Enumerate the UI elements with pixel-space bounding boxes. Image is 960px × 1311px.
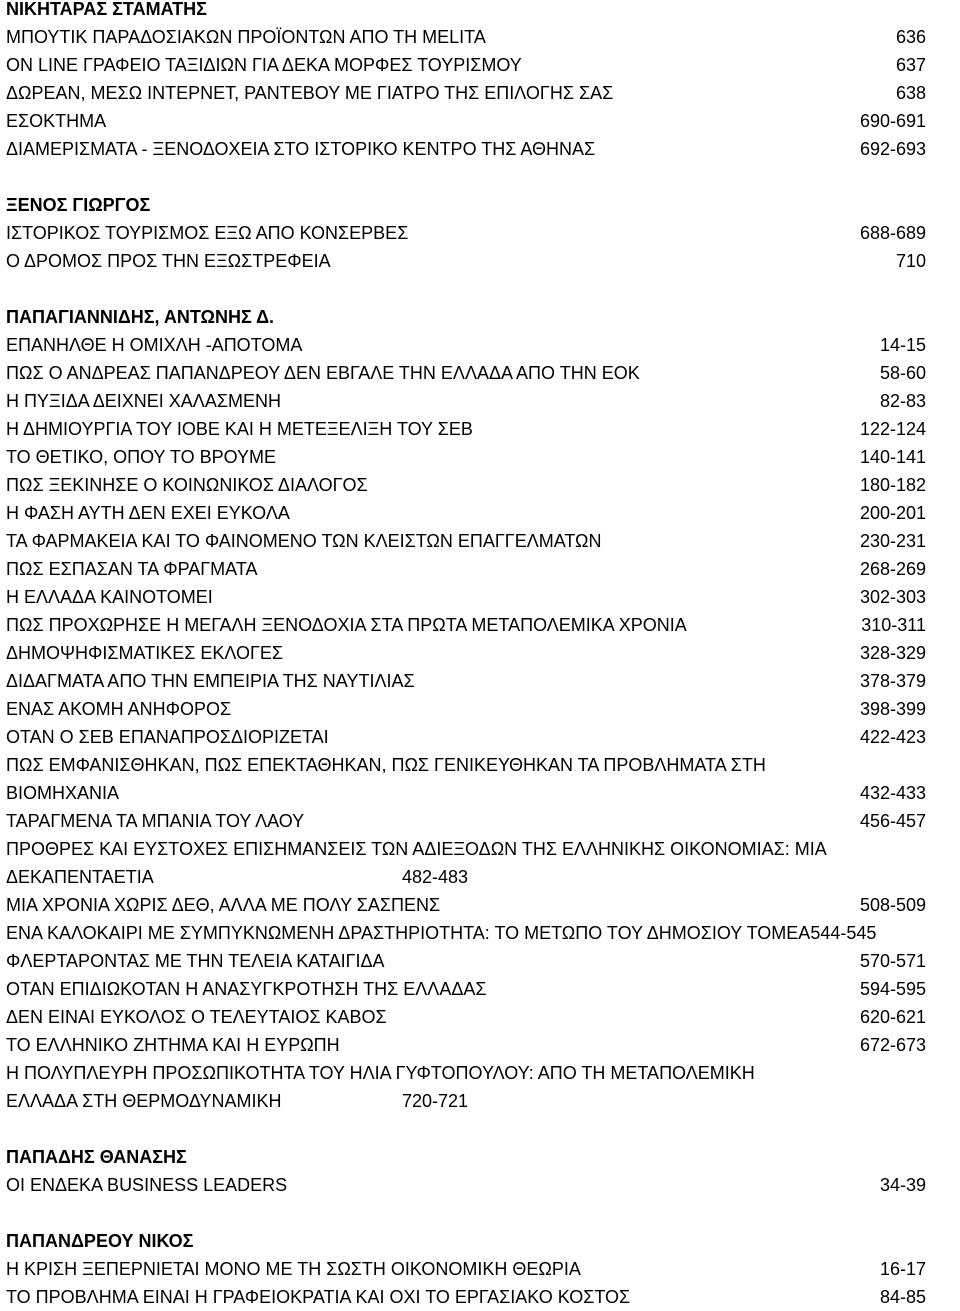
article-entry bbox=[6, 247, 926, 275]
article-pages: 692-693 bbox=[859, 139, 926, 159]
article-title-continued: ΔΕΚΑΠΕΝΤΑΕΤΙΑ bbox=[6, 867, 154, 887]
article-title: ΟΤΑΝ Ο ΣΕΒ ΕΠΑΝΑΠΡΟΣΔΙΟΡΙΖΕΤΑΙ bbox=[6, 727, 329, 747]
article-entry bbox=[6, 807, 926, 835]
article-pages: 690-691 bbox=[859, 111, 926, 131]
article-pages: 84-85 bbox=[879, 1287, 926, 1307]
article-title: ΔΙΑΜΕΡΙΣΜΑΤΑ - ΞΕΝΟΔΟΧΕΙΑ ΣΤΟ ΙΣΤΟΡΙΚΟ ΚΕΝΤΡΟ ΤΗΣ ΑΘΗΝΑΣ bbox=[6, 139, 596, 159]
article-entry bbox=[6, 527, 926, 555]
article-entry bbox=[6, 331, 926, 359]
article-title: Η ΕΛΛΑΔΑ ΚΑΙΝΟΤΟΜΕΙ bbox=[6, 587, 213, 607]
author-heading: ΠΑΠΑΓΙΑΝΝΙΔΗΣ, ΑΝΤΩΝΗΣ Δ. bbox=[6, 307, 275, 327]
article-pages: 34-39 bbox=[879, 1175, 926, 1195]
article-title-continued: ΒΙΟΜΗΧΑΝΙΑ bbox=[6, 783, 120, 803]
article-entry bbox=[6, 667, 926, 695]
article-entry-continued bbox=[6, 863, 926, 891]
article-title: ΔΩΡΕΑΝ, ΜΕΣΩ ΙΝΤΕΡΝΕΤ, ΡΑΝΤΕΒΟΥ ΜΕ ΓΙΑΤΡΟ ΤΗΣ ΕΠΙΛΟΓΗΣ ΣΑΣ bbox=[6, 83, 614, 103]
article-entry bbox=[6, 1283, 926, 1311]
article-pages: 302-303 bbox=[859, 587, 926, 607]
article-entry bbox=[6, 639, 926, 667]
article-entry bbox=[6, 835, 926, 863]
article-title: ΔΕΝ ΕΙΝΑΙ ΕΥΚΟΛΟΣ Ο ΤΕΛΕΥΤΑΙΟΣ ΚΑΒΟΣ bbox=[6, 1007, 387, 1027]
article-pages: 570-571 bbox=[859, 951, 926, 971]
article-pages: 140-141 bbox=[859, 447, 926, 467]
article-entry bbox=[6, 1031, 926, 1059]
article-entry bbox=[6, 219, 926, 247]
article-title: ΤΑ ΦΑΡΜΑΚΕΙΑ ΚΑΙ ΤΟ ΦΑΙΝΟΜΕΝΟ ΤΩΝ ΚΛΕΙΣΤΩΝ ΕΠΑΓΓΕΛΜΑΤΩΝ bbox=[6, 531, 602, 551]
article-pages: 594-595 bbox=[859, 979, 926, 999]
article-pages: 122-124 bbox=[859, 419, 926, 439]
article-title: ΦΛΕΡΤΑΡΟΝΤΑΣ ΜΕ ΤΗΝ ΤΕΛΕΙΑ ΚΑΤΑΙΓΙΔΑ bbox=[6, 951, 385, 971]
article-entry bbox=[6, 79, 926, 107]
article-title: Η ΠΥΞΙΔΑ ΔΕΙΧΝΕΙ ΧΑΛΑΣΜΕΝΗ bbox=[6, 391, 281, 411]
article-pages: 180-182 bbox=[859, 475, 926, 495]
article-entry-continued bbox=[6, 779, 926, 807]
article-title: ΤΟ ΕΛΛΗΝΙΚΟ ΖΗΤΗΜΑ ΚΑΙ Η ΕΥΡΩΠΗ bbox=[6, 1035, 340, 1055]
article-entry bbox=[6, 975, 926, 1003]
article-pages: 638 bbox=[895, 83, 926, 103]
article-pages: 16-17 bbox=[879, 1259, 926, 1279]
article-entry bbox=[6, 471, 926, 499]
article-title: ΠΩΣ ΕΜΦΑΝΙΣΘΗΚΑΝ, ΠΩΣ ΕΠΕΚΤΑΘΗΚΑΝ, ΠΩΣ ΓΕΝΙΚΕΥΘΗΚΑΝ ΤΑ ΠΡΟΒΛΗΜΑΤΑ ΣΤΗ bbox=[6, 755, 766, 775]
article-pages: 268-269 bbox=[859, 559, 926, 579]
article-entry bbox=[6, 919, 956, 947]
article-title: ΕΣΟΚΤΗΜΑ bbox=[6, 111, 107, 131]
article-entry bbox=[6, 443, 926, 471]
article-title: ΔΙΔΑΓΜΑΤΑ ΑΠΟ ΤΗΝ ΕΜΠΕΙΡΙΑ ΤΗΣ ΝΑΥΤΙΛΙΑΣ bbox=[6, 671, 415, 691]
article-pages: 710 bbox=[895, 251, 926, 271]
article-pages: 58-60 bbox=[879, 363, 926, 383]
article-entry bbox=[6, 555, 926, 583]
article-pages: 230-231 bbox=[859, 531, 926, 551]
article-title: Η ΦΑΣΗ ΑΥΤΗ ΔΕΝ ΕΧΕΙ ΕΥΚΟΛΑ bbox=[6, 503, 290, 523]
article-title: ΠΩΣ ΞΕΚΙΝΗΣΕ Ο ΚΟΙΝΩΝΙΚΟΣ ΔΙΑΛΟΓΟΣ bbox=[6, 475, 368, 495]
article-title: ΠΩΣ ΠΡΟΧΩΡΗΣΕ Η ΜΕΓΑΛΗ ΞΕΝΟΔΟΧΙΑ ΣΤΑ ΠΡΩΤΑ ΜΕΤΑΠΟΛΕΜΙΚΑ ΧΡΟΝΙΑ bbox=[6, 615, 687, 635]
article-pages: 720-721 bbox=[402, 1091, 469, 1111]
article-pages: 637 bbox=[895, 55, 926, 75]
article-entry bbox=[6, 891, 926, 919]
article-pages: 688-689 bbox=[859, 223, 926, 243]
article-title: ΠΩΣ Ο ΑΝΔΡΕΑΣ ΠΑΠΑΝΔΡΕΟΥ ΔΕΝ ΕΒΓΑΛΕ ΤΗΝ ΕΛΛΑΔΑ ΑΠΟ ΤΗΝ ΕΟΚ bbox=[6, 363, 640, 383]
author-heading: ΞΕΝΟΣ ΓΙΩΡΓΟΣ bbox=[6, 195, 151, 215]
article-entry bbox=[6, 499, 926, 527]
article-entry bbox=[6, 107, 926, 135]
article-title: ΕΝΑΣ ΑΚΟΜΗ ΑΝΗΦΟΡΟΣ bbox=[6, 699, 232, 719]
article-entry bbox=[6, 1171, 926, 1199]
article-title-continued: ΕΛΛΑΔΑ ΣΤΗ ΘΕΡΜΟΔΥΝΑΜΙΚΗ bbox=[6, 1091, 282, 1111]
article-entry bbox=[6, 611, 926, 639]
author-heading: ΠΑΠΑΝΔΡΕΟΥ ΝΙΚΟΣ bbox=[6, 1231, 194, 1251]
article-title: ΜΠΟΥΤΙΚ ΠΑΡΑΔΟΣΙΑΚΩΝ ΠΡΟΪΟΝΤΩΝ ΑΠΟ ΤΗ MELITA bbox=[6, 27, 486, 47]
article-entry bbox=[6, 947, 926, 975]
article-title: ΜΙΑ ΧΡΟΝΙΑ ΧΩΡΙΣ ΔΕΘ, ΑΛΛΑ ΜΕ ΠΟΛΥ ΣΑΣΠΕΝΣ bbox=[6, 895, 441, 915]
article-title: ΤΑΡΑΓΜΕΝΑ ΤΑ ΜΠΑΝΙΑ ΤΟΥ ΛΑΟΥ bbox=[6, 811, 305, 831]
article-pages: 482-483 bbox=[402, 867, 469, 887]
article-entry bbox=[6, 1059, 926, 1087]
article-pages: 620-621 bbox=[859, 1007, 926, 1027]
article-title: ΤΟ ΠΡΟΒΛΗΜΑ ΕΙΝΑΙ Η ΓΡΑΦΕΙΟΚΡΑΤΙΑ ΚΑΙ ΟΧΙ ΤΟ ΕΡΓΑΣΙΑΚΟ ΚΟΣΤΟΣ bbox=[6, 1287, 631, 1307]
article-title: ΔΗΜΟΨΗΦΙΣΜΑΤΙΚΕΣ ΕΚΛΟΓΕΣ bbox=[6, 643, 284, 663]
article-pages: 14-15 bbox=[879, 335, 926, 355]
article-entry bbox=[6, 751, 926, 779]
author-heading: ΠΑΠΑΔΗΣ ΘΑΝΑΣΗΣ bbox=[6, 1147, 187, 1167]
article-pages: 422-423 bbox=[859, 727, 926, 747]
article-pages: 456-457 bbox=[859, 811, 926, 831]
article-entry bbox=[6, 695, 926, 723]
article-pages: 310-311 bbox=[861, 615, 926, 635]
article-pages: 378-379 bbox=[859, 671, 926, 691]
article-entry bbox=[6, 359, 926, 387]
article-entry bbox=[6, 23, 926, 51]
article-title: Ο ΔΡΟΜΟΣ ΠΡΟΣ ΤΗΝ ΕΞΩΣΤΡΕΦΕΙΑ bbox=[6, 251, 331, 271]
article-title: ΤΟ ΘΕΤΙΚΟ, ΟΠΟΥ ΤΟ ΒΡΟΥΜΕ bbox=[6, 447, 277, 467]
article-pages: 672-673 bbox=[859, 1035, 926, 1055]
article-pages: 508-509 bbox=[859, 895, 926, 915]
article-entry bbox=[6, 387, 926, 415]
article-pages: 398-399 bbox=[859, 699, 926, 719]
article-title: ON LINE ΓΡΑΦΕΙΟ ΤΑΞΙΔΙΩΝ ΓΙΑ ΔΕΚΑ ΜΟΡΦΕΣ ΤΟΥΡΙΣΜΟΥ bbox=[6, 55, 522, 75]
article-title: ΕΠΑΝΗΛΘΕ Η ΟΜΙΧΛΗ -ΑΠΟΤΟΜΑ bbox=[6, 335, 303, 355]
article-title: ΕΝΑ ΚΑΛΟΚΑΙΡΙ ΜΕ ΣΥΜΠΥΚΝΩΜΕΝΗ ΔΡΑΣΤΗΡΙΟΤΗΤΑ: ΤΟ ΜΕΤΩΠΟ ΤΟΥ ΔΗΜΟΣΙΟΥ ΤΟΜΕΑ544-545 bbox=[6, 923, 877, 943]
article-entry bbox=[6, 583, 926, 611]
article-title: ΠΡΟΘΡΕΣ ΚΑΙ ΕΥΣΤΟΧΕΣ ΕΠΙΣΗΜΑΝΣΕΙΣ ΤΩΝ ΑΔΙΕΞΟΔΩΝ ΤΗΣ ΕΛΛΗΝΙΚΗΣ ΟΙΚΟΝΟΜΙΑΣ: ΜΙΑ bbox=[6, 839, 827, 859]
article-title: Η ΠΟΛΥΠΛΕΥΡΗ ΠΡΟΣΩΠΙΚΟΤΗΤΑ ΤΟΥ ΗΛΙΑ ΓΥΦΤΟΠΟΥΛΟΥ: ΑΠΟ ΤΗ ΜΕΤΑΠΟΛΕΜΙΚΗ bbox=[6, 1063, 755, 1083]
article-pages: 328-329 bbox=[859, 643, 926, 663]
author-heading: ΝΙΚΗΤΑΡΑΣ ΣΤΑΜΑΤΗΣ bbox=[6, 0, 207, 19]
article-pages: 432-433 bbox=[859, 783, 926, 803]
article-entry bbox=[6, 1255, 926, 1283]
article-entry bbox=[6, 135, 926, 163]
article-pages: 636 bbox=[895, 27, 926, 47]
article-title: ΟΤΑΝ ΕΠΙΔΙΩΚΟΤΑΝ Η ΑΝΑΣΥΓΚΡΟΤΗΣΗ ΤΗΣ ΕΛΛΑΔΑΣ bbox=[6, 979, 487, 999]
article-entry-continued bbox=[6, 1087, 926, 1115]
article-entry bbox=[6, 415, 926, 443]
article-title: Η ΚΡΙΣΗ ΞΕΠΕΡΝΙΕΤΑΙ ΜΟΝΟ ΜΕ ΤΗ ΣΩΣΤΗ ΟΙΚΟΝΟΜΙΚΗ ΘΕΩΡΙΑ bbox=[6, 1259, 581, 1279]
article-title: ΟΙ ΕΝΔΕΚΑ BUSINESS LEADERS bbox=[6, 1175, 288, 1195]
article-entry bbox=[6, 723, 926, 751]
article-title: Η ΔΗΜΙΟΥΡΓΙΑ ΤΟΥ ΙΟΒΕ ΚΑΙ Η ΜΕΤΕΞΕΛΙΞΗ ΤΟΥ ΣΕΒ bbox=[6, 419, 473, 439]
article-title: ΠΩΣ ΕΣΠΑΣΑΝ ΤΑ ΦΡΑΓΜΑΤΑ bbox=[6, 559, 258, 579]
article-entry bbox=[6, 51, 926, 79]
article-pages: 82-83 bbox=[879, 391, 926, 411]
article-title: ΙΣΤΟΡΙΚΟΣ ΤΟΥΡΙΣΜΟΣ ΕΞΩ ΑΠΟ ΚΟΝΣΕΡΒΕΣ bbox=[6, 223, 409, 243]
article-entry bbox=[6, 1003, 926, 1031]
article-pages: 200-201 bbox=[859, 503, 926, 523]
